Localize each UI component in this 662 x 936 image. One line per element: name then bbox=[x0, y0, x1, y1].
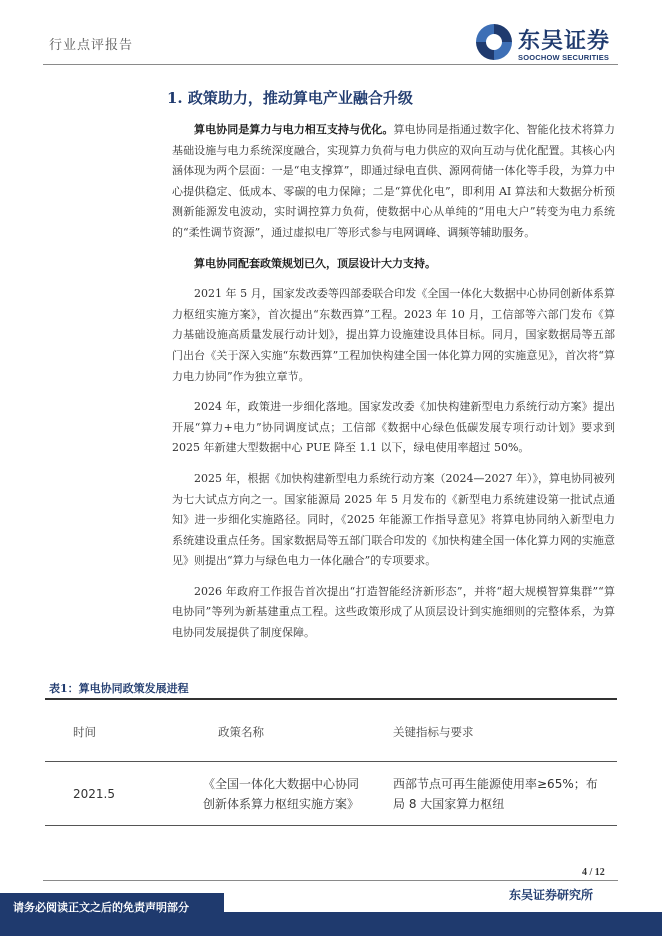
table-header-requirements: 关键指标与要求 bbox=[393, 725, 474, 739]
footer-organization: 东吴证券研究所 bbox=[509, 888, 594, 902]
footer-divider bbox=[43, 880, 618, 881]
table-header-policy: 政策名称 bbox=[218, 725, 264, 739]
table-header-rule bbox=[45, 761, 617, 762]
logo-chinese-name: 东吴证券 bbox=[518, 29, 611, 54]
table-cell-policy-line1: 《全国一体化大数据中心协同 bbox=[203, 777, 360, 791]
table-cell-req-line2: 局 8 大国家算力枢纽 bbox=[393, 797, 505, 811]
paragraph-2-lead: 算电协同配套政策规划已久，顶层设计大力支持。 bbox=[194, 256, 436, 270]
soochow-logo-icon bbox=[474, 22, 514, 62]
page-number: 4 / 12 bbox=[582, 867, 605, 878]
table-caption: 表1：算电协同政策发展进程 bbox=[49, 682, 189, 695]
paragraph-4: 2024 年，政策进一步细化落地。国家发改委《加快构建新型电力系统行动方案》提出开展“算力+电力”协同调度试点；工信部《数据中心绿色低碳发展专项行动计划》要求到 2025 年新建大型数据中心 PUE 降至 1.1 以下，绿电使用率超过 50%。 bbox=[172, 400, 615, 455]
report-type-label: 行业点评报告 bbox=[49, 38, 134, 53]
table-cell-req-line1: 西部节点可再生能源使用率≥65%；布 bbox=[393, 777, 598, 791]
table-cell-time: 2021.5 bbox=[73, 787, 115, 801]
paragraph-1-text: 算电协同是指通过数字化、智能化技术将算力基础设施与电力系统深度融合，实现算力负荷与电力供应的双向互动与优化配置。其核心内涵体现为两个层面：一是“电支撑算”，即通过绿电直供、源网荷储一体化等手段，为算力中心提供稳定、低成本、零碳的电力保障；二是“算优化电”，即利用 AI 算法和大数据分析预测新能源发电波动，实时调控算力负荷，使数据中心从单纯的“用电大户”转变为电力系统的“柔性调节资源”，通过虚拟电厂等形式参与电网调峰、调频等辅助服务。 bbox=[172, 123, 616, 239]
logo-english-name: SOOCHOW SECURITIES bbox=[518, 53, 610, 62]
paragraph-1-lead: 算电协同是算力与电力相互支持与优化。 bbox=[194, 123, 394, 136]
footer-disclaimer: 请务必阅读正文之后的免责声明部分 bbox=[13, 901, 189, 914]
section-title: 1. 政策助力，推动算电产业融合升级 bbox=[167, 89, 413, 107]
paragraph-5: 2025 年，根据《加快构建新型电力系统行动方案（2024—2027 年）》，算电协同被列为七大试点方向之一。国家能源局 2025 年 5 月发布的《新型电力系统建设第一批试点通知》进一步细化实施路径。同时，《2025 年能源工作指导意见》将算电协同纳入新型电力系统建设重点任务。国家数据局等五部门联合印发的《加快构建全国一体化算力网的实施意见》则提出“算力与绿色电力一体化融合”的专项要求。 bbox=[172, 471, 615, 568]
table-header-time: 时间 bbox=[73, 725, 96, 739]
company-logo bbox=[474, 22, 624, 66]
table-bottom-rule bbox=[45, 825, 617, 826]
paragraph-3: 2021 年 5 月，国家发改委等四部委联合印发《全国一体化大数据中心协同创新体系算力枢纽实施方案》，首次提出“东数西算”工程。2023 年 10 月，工信部等六部门发布《算力基础设施高质量发展行动计划》，提出算力设施建设具体目标。同月，国家数据局等五部门出台《关于深入实施“东数西算”工程加快构建全国一体化算力网的实施意见》，首次将“算力电力协同”作为独立章节。 bbox=[172, 287, 615, 383]
header-divider bbox=[43, 64, 618, 65]
body-content bbox=[172, 120, 615, 654]
table-cell-policy-line2: 创新体系算力枢纽实施方案》 bbox=[203, 797, 360, 811]
footer-stripe bbox=[224, 912, 662, 936]
paragraph-1 bbox=[172, 120, 615, 244]
paragraph-6: 2026 年政府工作报告首次提出“打造智能经济新形态”，并将“超大规模智算集群”“算电协同”等列为新基建重点工程。这些政策形成了从顶层设计到实施细则的完整体系，为算电协同发展提供了制度保障。 bbox=[172, 584, 615, 640]
table-top-rule bbox=[45, 698, 617, 700]
paragraph-2 bbox=[172, 254, 615, 275]
